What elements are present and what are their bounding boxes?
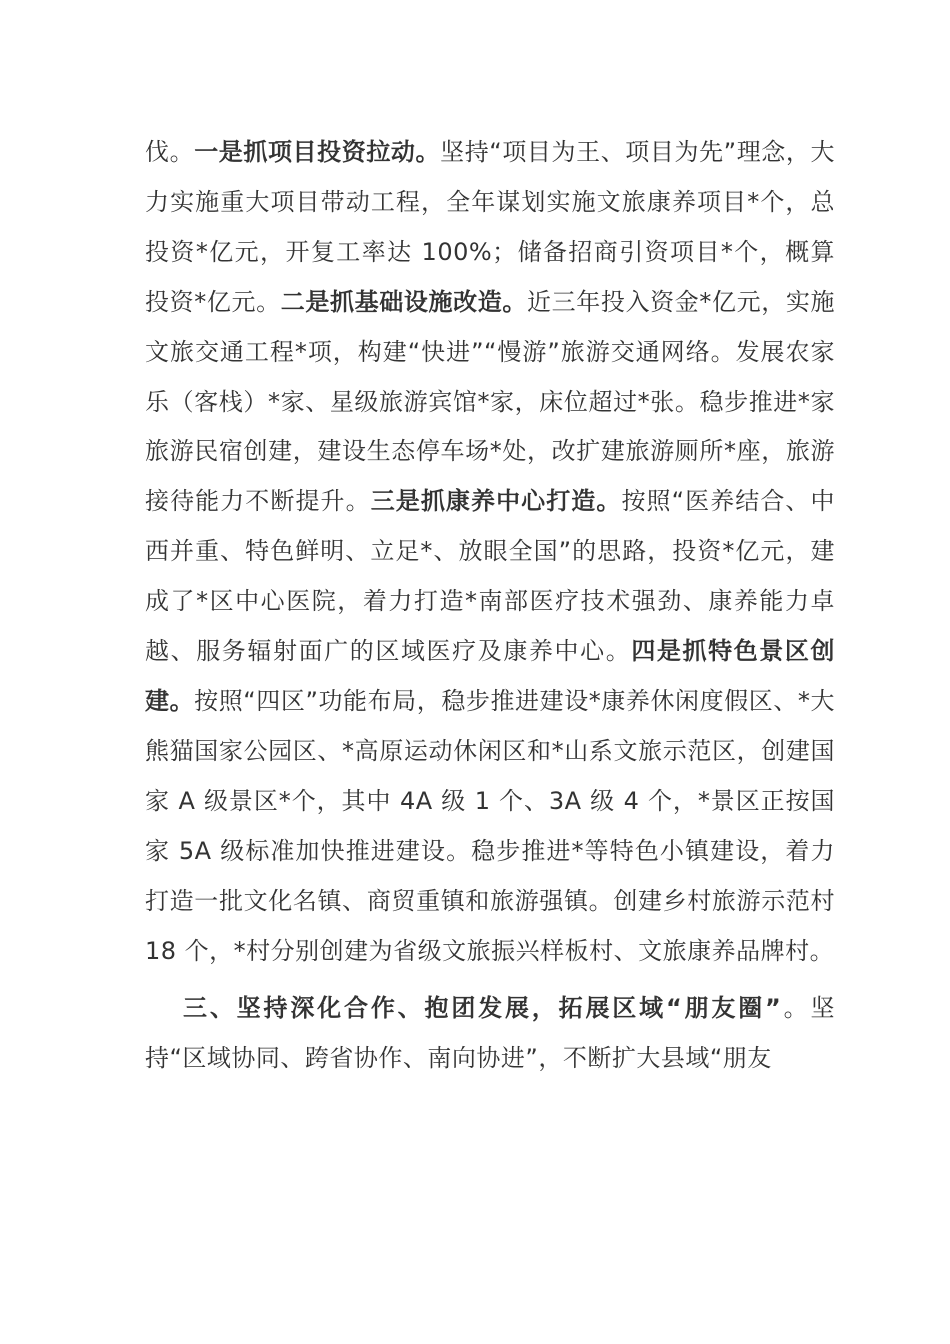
paragraph-text: 。坚持“区域协同、跨省协作、南向协进”，不断扩大县域“朋友 [145,994,836,1073]
bold-heading-wellness-center: 三是抓康养中心打造。 [370,487,622,516]
paragraph-text: 伐。 [145,138,195,166]
bold-heading-scenic-areas: 四是抓特色景区创建。 [145,637,836,715]
paragraph-text: 坚持“项目为王、项目为先”理念，大力实施重大项目带动工程，全年谋划实施文旅康养项目*个，总投资*亿元，开复工率达 100%；储备招商引资项目*个，概算投资*亿元。 [145,138,835,316]
section-heading-regional-cooperation: 三、坚持深化合作、抱团发展，拓展区域“朋友圈” [183,994,782,1023]
document-body [145,128,835,1084]
paragraph-regional-cooperation [145,984,835,1084]
bold-heading-project-investment: 一是抓项目投资拉动。 [194,138,441,166]
paragraph-text: 近三年投入资金*亿元，实施文旅交通工程*项，构建“快进”“慢游”旅游交通网络。发展农家乐（客栈）*家、星级旅游宾馆*家，床位超过*张。稳步推进*家旅游民宿创建，建设生态停车场*处，改扩建旅游厕所*座，旅游接待能力不断提升。 [145,287,835,516]
paragraph-text: 按照“医养结合、中西并重、特色鲜明、立足*、放眼全国”的思路，投资*亿元，建成了*区中心医院，着力打造*南部医疗技术强劲、康养能力卓越、服务辐射面广的区域医疗及康养中心。 [145,487,835,666]
bold-heading-infrastructure: 二是抓基础设施改造。 [280,287,527,316]
paragraph-tourism-projects [145,128,835,976]
paragraph-text: 按照“四区”功能布局，稳步推进建设*康养休闲度假区、*大熊猫国家公园区、*高原运动休闲区和*山系文旅示范区，创建国家 A 级景区*个，其中 4A 级 1 个、3A 级 4 个，*景区正按国家 5A 级标准加快推进建设。稳步推进*等特色小镇建设，着力打造一批文化名镇、商贸重镇和旅游强镇。创建乡村旅游示范村 18 个，*村分别创建为省级文旅振兴样板村、文旅康养品牌村。 [145,686,836,965]
